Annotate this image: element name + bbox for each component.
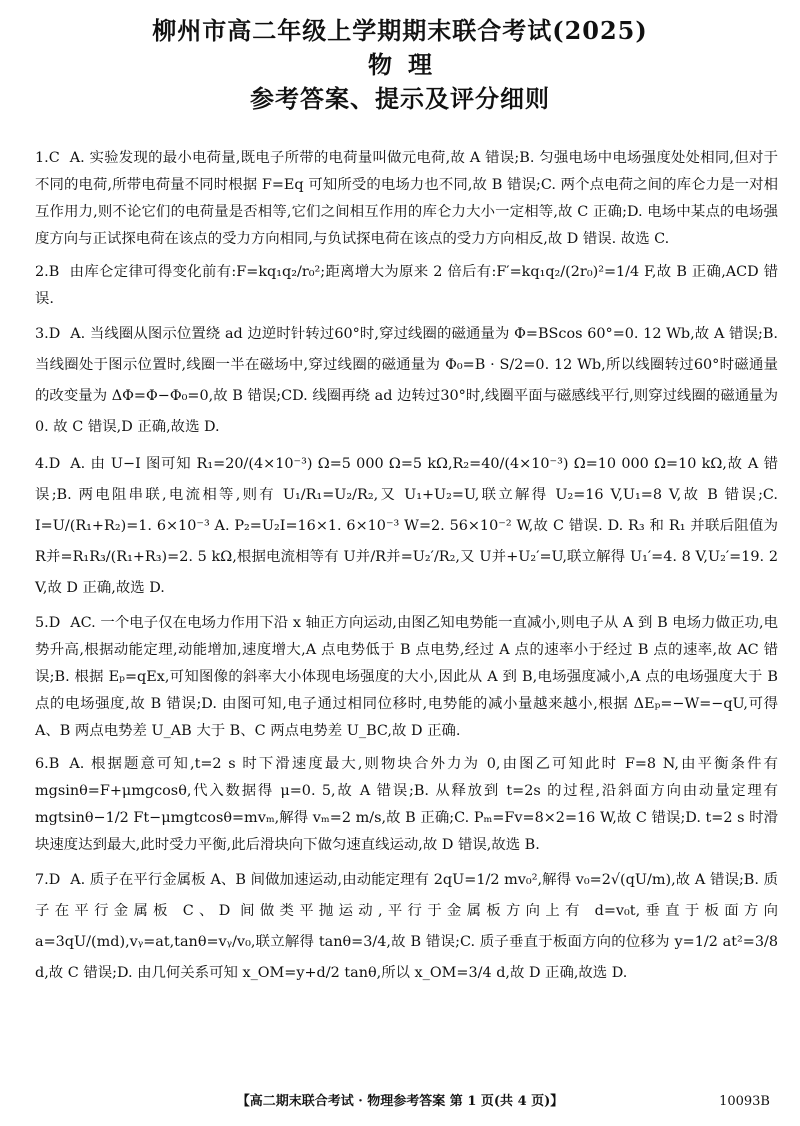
question-3 xyxy=(35,319,778,443)
question-number: 5. xyxy=(35,615,49,631)
question-answer: D xyxy=(48,872,61,888)
question-explanation: A. 当线圈从图示位置绕 ad 边逆时针转过60°时,穿过线圈的磁通量为 Φ=BScos 60°=0. 12 Wb,故 A 错误;B. 当线圈处于图示位置时,线圈一半在磁场中,穿过线圈的磁通量为 Φ₀=B · S/2=0. 12 Wb,所以线圈转过60°时磁通量的改变量为 ΔΦ=Φ−Φ₀=0,故 B 错误;CD. 线圈再绕 ad 边转过30°时,线圈平面与磁感线平行,则穿过线圈的磁通量为 0. 故 C 错误,D 正确,故选 D. xyxy=(35,326,778,435)
question-answer: B xyxy=(48,756,60,772)
answer-key-title: 参考答案、提示及评分细则 xyxy=(250,84,550,113)
question-answer: D xyxy=(48,456,61,472)
footer-page-info: 【高二期末联合考试 · 物理参考答案 第 1 页(共 4 页)】 xyxy=(236,1094,564,1109)
question-4 xyxy=(35,449,778,604)
question-number: 3. xyxy=(35,326,49,342)
page-footer xyxy=(0,1090,800,1114)
question-explanation: A. 质子在平行金属板 A、B 间做加速运动,由动能定理有 2qU=1/2 mv₀²,解得 v₀=2√(qU/m),故 A 错误;B. 质子在平行金属板 C、D 间做类平抛运动,平行于金属板方向上有 d=v₀t,垂直于板面方向 a=3qU/(md),vᵧ=at,tanθ=vᵧ/v₀,联立解得 tanθ=3/4,故 B 错误;C. 质子垂直于板面方向的位移为 y=1/2 at²=3/8 d,故 C 错误;D. 由几何关系可知 x_OM=y+d/2 tanθ,所以 x_OM=3/4 d,故 D 正确,故选 D. xyxy=(35,872,778,981)
page-header xyxy=(0,0,800,116)
question-number: 2. xyxy=(35,264,49,280)
question-number: 1. xyxy=(35,150,49,166)
question-answer: B xyxy=(48,264,60,280)
subject-title: 物理 xyxy=(368,50,448,79)
answer-list xyxy=(35,145,778,995)
question-explanation: A. 实验发现的最小电荷量,既电子所带的电荷量叫做元电荷,故 A 错误;B. 匀强电场中电场强度处处相同,但对于不同的电荷,所带电荷量不同时根据 F=Eq 可知所受的电场力也不同,故 B 错误;C. 两个点电荷之间的库仑力是一对相互作用力,则不论它们的电荷量是否相等,它们之间相互作用的库仑力大小一定相等,故 C 正确;D. 电场中某点的电场强度方向与正试探电荷在该点的受力方向相同,与负试探电荷在该点的受力方向相反,故 D 错误. 故选 C. xyxy=(35,150,778,247)
footer-doc-code: 10093B xyxy=(719,1094,770,1109)
question-6 xyxy=(35,751,778,859)
question-answer: D xyxy=(48,615,61,631)
question-2 xyxy=(35,259,778,313)
question-number: 6. xyxy=(35,756,49,772)
question-7 xyxy=(35,865,778,989)
question-1 xyxy=(35,145,778,253)
question-answer: C xyxy=(48,150,60,166)
question-number: 7. xyxy=(35,872,49,888)
question-explanation: A. 由 U−I 图可知 R₁=20/(4×10⁻³) Ω=5 000 Ω=5 kΩ,R₂=40/(4×10⁻³) Ω=10 000 Ω=10 kΩ,故 A 错误;B. 两电阻串联,电流相等,则有 U₁/R₁=U₂/R₂,又 U₁+U₂=U,联立解得 U₂=16 V,U₁=8 V,故 B 错误;C. I=U/(R₁+R₂)=1. 6×10⁻³ A. P₂=U₂I=16×1. 6×10⁻³ W=2. 56×10⁻² W,故 C 错误. D. R₃ 和 R₁ 并联后阻值为 R并=R₁R₃/(R₁+R₃)=2. 5 kΩ,根据电流相等有 U并/R并=U₂′/R₂,又 U并+U₂′=U,联立解得 U₁′=4. 8 V,U₂′=19. 2 V,故 D 正确,故选 D. xyxy=(35,456,778,596)
question-5 xyxy=(35,610,778,745)
question-explanation: 由库仑定律可得变化前有:F=kq₁q₂/r₀²;距离增大为原来 2 倍后有:F′=kq₁q₂/(2r₀)²=1/4 F,故 B 正确,ACD 错误. xyxy=(35,264,778,307)
exam-title: 柳州市高二年级上学期期末联合考试(2025) xyxy=(152,16,648,45)
question-answer: D xyxy=(48,326,61,342)
question-explanation: A. 根据题意可知,t=2 s 时下滑速度最大,则物块合外力为 0,由图乙可知此时 F=8 N,由平衡条件有 mgsinθ=F+μmgcosθ,代入数据得 μ=0. 5,故 A 错误;B. 从释放到 t=2s 的过程,沿斜面方向由动量定理有 mgtsinθ−1/2 Ft−μmgtcosθ=mvₘ,解得 vₘ=2 m/s,故 B 正确;C. Pₘ=Fv=8×2=16 W,故 C 错误;D. t=2 s 时滑块速度达到最大,此时受力平衡,此后滑块向下做匀速直线运动,故 D 错误,故选 B. xyxy=(35,756,778,853)
question-number: 4. xyxy=(35,456,49,472)
question-explanation: AC. 一个电子仅在电场力作用下沿 x 轴正方向运动,由图乙知电势能一直减小,则电子从 A 到 B 电场力做正功,电势升高,根据动能定理,动能增加,速度增大,A 点电势低于 B 点电势,经过 A 点的速率小于经过 B 点的速率,故 AC 错误;B. 根据 Eₚ=qEx,可知图像的斜率大小体现电场强度的大小,因此从 A 到 B,电场强度减小,A 点的电场强度大于 B 点的电场强度,故 B 错误;D. 由图可知,电子通过相同位移时,电势能的减小量越来越小,根据 ΔEₚ=−W=−qU,可得 A、B 两点电势差 U_AB 大于 B、C 两点电势差 U_BC,故 D 正确. xyxy=(35,615,778,739)
